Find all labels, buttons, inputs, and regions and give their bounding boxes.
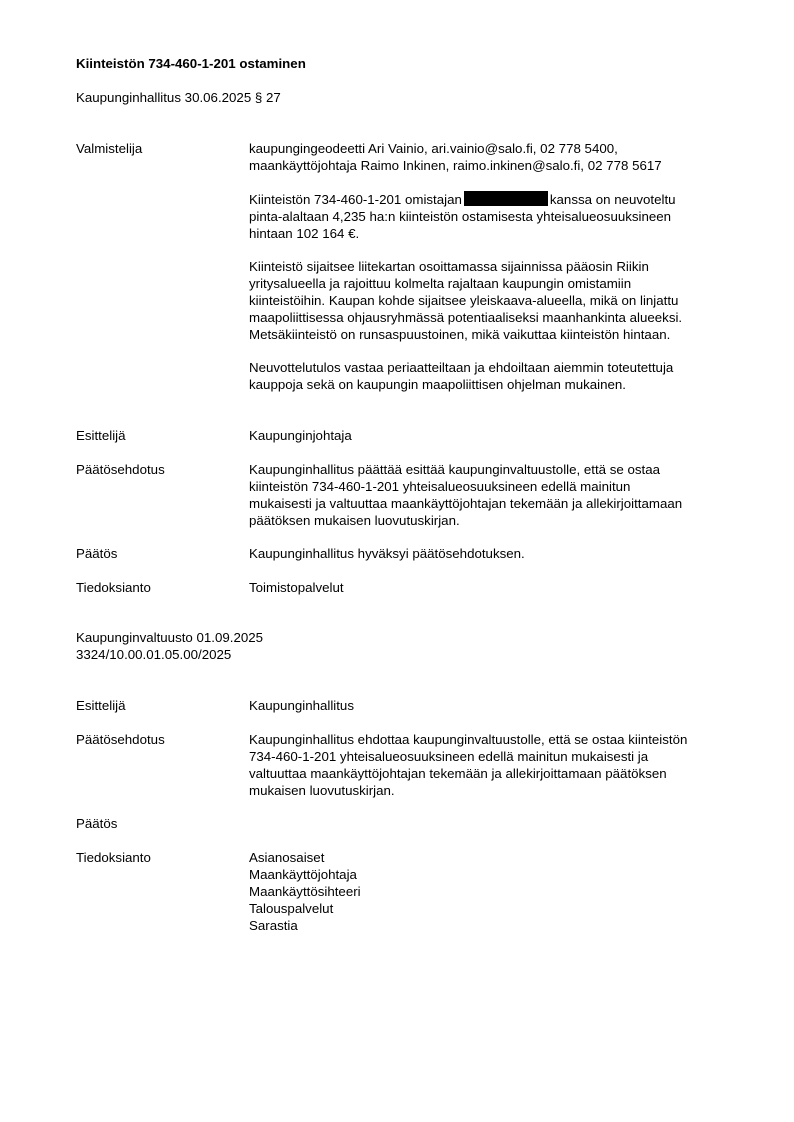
paragraph-line: Kaupunginhallitus päättää esittää kaupunginvaltuustolle, että se ostaa bbox=[249, 462, 661, 477]
esittelija-label: Esittelijä bbox=[76, 428, 126, 443]
esittelija-label: Esittelijä bbox=[76, 698, 126, 713]
paragraph-line: hintaan 102 164 €. bbox=[249, 226, 360, 241]
recipient-item: Maankäyttösihteeri bbox=[249, 884, 361, 899]
esittelija-value: Kaupunginjohtaja bbox=[249, 428, 352, 443]
recipient-item: Maankäyttöjohtaja bbox=[249, 867, 357, 882]
paragraph-line: mukaisesti ja valtuuttaa maankäyttöjohtajan tekemään ja allekirjoittamaan bbox=[249, 496, 683, 511]
meeting-heading-1: Kaupunginhallitus 30.06.2025 § 27 bbox=[76, 90, 281, 105]
paragraph-line: yritysalueella ja rajoittuu kolmelta rajaltaan kaupungin omistamiin bbox=[249, 276, 632, 291]
paragraph-line: Kiinteistö sijaitsee liitekartan osoittamassa sijainnissa pääosin Riikin bbox=[249, 259, 649, 274]
valmistelija-label: Valmistelija bbox=[76, 141, 143, 156]
paragraph-line: Metsäkiinteistö on runsaspuustoinen, mikä vaikuttaa kiinteistön hintaan. bbox=[249, 327, 671, 342]
esittelija-value: Kaupunginhallitus bbox=[249, 698, 354, 713]
paragraph-line: Neuvottelutulos vastaa periaatteiltaan ja ehdoiltaan aiemmin toteutettuja bbox=[249, 360, 674, 375]
tiedoksianto-label: Tiedoksianto bbox=[76, 850, 151, 865]
meeting-heading-2: Kaupunginvaltuusto 01.09.2025 bbox=[76, 630, 264, 645]
paragraph-line: valtuuttaa maankäyttöjohtajan tekemään ja allekirjoittamaan päätöksen bbox=[249, 766, 667, 781]
recipient-item: Talouspalvelut bbox=[249, 901, 334, 916]
paragraph-text: kanssa on neuvoteltu bbox=[549, 192, 676, 207]
valmistelija-line: maankäyttöjohtaja Raimo Inkinen, raimo.inkinen@salo.fi, 02 778 5617 bbox=[249, 158, 662, 173]
paragraph-text: Kiinteistön 734-460-1-201 omistajan bbox=[249, 192, 462, 207]
paragraph-line: 734-460-1-201 yhteisalueosuuksineen edellä mainitun mukaisesti ja bbox=[249, 749, 649, 764]
valmistelija-line: kaupungingeodeetti Ari Vainio, ari.vainio@salo.fi, 02 778 5400, bbox=[249, 141, 618, 156]
paragraph-line: kiinteistöihin. Kaupan kohde sijaitsee yleiskaava-alueella, mikä on linjattu bbox=[249, 293, 679, 308]
paatosehdotus-text bbox=[249, 461, 749, 529]
tiedoksianto-list bbox=[249, 849, 749, 934]
diary-number: 3324/10.00.01.05.00/2025 bbox=[76, 647, 232, 662]
paragraph-negotiation bbox=[249, 191, 749, 242]
recipient-item: Asianosaiset bbox=[249, 850, 325, 865]
recipient-item: Sarastia bbox=[249, 918, 298, 933]
paragraph-line: kiinteistön 734-460-1-201 yhteisalueosuuksineen edellä mainitun bbox=[249, 479, 631, 494]
paragraph-line: pinta-alaltaan 4,235 ha:n kiinteistön ostamisesta yhteisalueosuuksineen bbox=[249, 209, 672, 224]
paragraph-line: Kaupunginhallitus ehdottaa kaupunginvaltuustolle, että se ostaa kiinteistön bbox=[249, 732, 688, 747]
document-title: Kiinteistön 734-460-1-201 ostaminen bbox=[76, 56, 306, 71]
paatosehdotus-label: Päätösehdotus bbox=[76, 462, 165, 477]
paatosehdotus-label: Päätösehdotus bbox=[76, 732, 165, 747]
paragraph-location bbox=[249, 258, 749, 343]
tiedoksianto-value: Toimistopalvelut bbox=[249, 580, 344, 595]
tiedoksianto-label: Tiedoksianto bbox=[76, 580, 151, 595]
paragraph-line: mukaisen luovutuskirjan. bbox=[249, 783, 395, 798]
paragraph-result bbox=[249, 359, 749, 393]
redaction-box bbox=[464, 191, 548, 206]
paragraph-line: maapoliittisessa ohjausryhmässä potentiaaliseksi maanhankinta alueeksi. bbox=[249, 310, 683, 325]
valmistelija-text bbox=[249, 140, 749, 174]
paragraph-line: kauppoja sekä on kaupungin maapoliittisen ohjelman mukainen. bbox=[249, 377, 626, 392]
paatos-label: Päätös bbox=[76, 816, 118, 831]
paatos-value: Kaupunginhallitus hyväksyi päätösehdotuksen. bbox=[249, 546, 525, 561]
paragraph-line bbox=[249, 191, 749, 208]
paatosehdotus-text bbox=[249, 731, 749, 799]
paatos-label: Päätös bbox=[76, 546, 118, 561]
paragraph-line: päätöksen mukaisen luovutuskirjan. bbox=[249, 513, 460, 528]
